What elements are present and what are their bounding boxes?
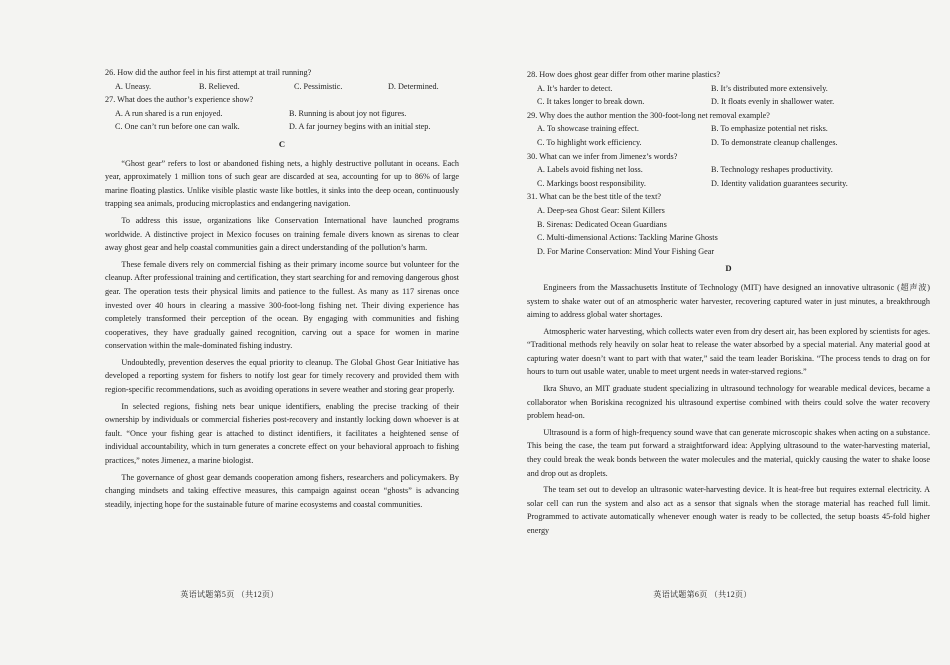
option-d: D. A far journey begins with an initial step.: [289, 122, 431, 132]
passage-paragraph: Atmospheric water harvesting, which collects water even from dry desert air, has been explored by scientists for ages. “Traditional methods rely heavily on solar heat to release the water absorbed by a special material. Any material good at capturing water doesn’t want to part with that water,” said the team leader Boriskina. “The process tends to drag on for hours to turn out usable water, unable to meet urgent needs in water-starved regions.”: [527, 326, 930, 377]
option-c: C. Markings boost responsibility.: [537, 178, 646, 188]
passage-paragraph: Ultrasound is a form of high-frequency sound wave that can generate microscopic shakes when acting on a substance. This being the case, the team put forward a straightforward idea: Applying ultrasound to the water-harvesting material, they could break the weak bonds between the water molecules and the material, quickly causing the water to shake loose and drop out as droplets.: [527, 427, 930, 478]
section-c-title: C: [278, 138, 286, 149]
option-a: A. Uneasy.: [115, 81, 152, 91]
passage-paragraph: These female divers rely on commercial fishing as their primary income source but volunteer for the cleanup. After professional training and certification, they start searching for and removing dangerous ghost gear. The operation tests their physical limits and patience to the fullest. As many as 117 sirenas once invested over 40 hours in clearing a massive 300-foot-long fishing net. Their diving experience has completely transformed their perception of the ocean. By engaging with communities and fishing cooperatives, they have gradually gained recognition, carving out a space for women in marine conservation within the male-dominated fishing industry.: [105, 259, 459, 351]
option-a: A. It’s harder to detect.: [537, 83, 613, 93]
question-27-stem: 27. What does the author’s experience show?: [105, 95, 254, 105]
exam-page-6: [475, 0, 950, 665]
option-d: D. For Marine Conservation: Mind Your Fishing Gear: [537, 246, 715, 256]
question-31: [527, 190, 930, 258]
question-28: [527, 68, 930, 109]
option-d: D. Determined.: [388, 81, 439, 91]
page-footer: 英语试题第6页 （共12页）: [653, 590, 752, 599]
passage-paragraph: The team set out to develop an ultrasonic water-harvesting device. It is heat-free but requires external electricity. A solar cell can run the system and also act as a sensor that signals when the storage material has reached full limit. Programmed to activate automatically whenever enough water is ready to be collected, the setup boasts 45-fold higher energy: [527, 485, 930, 535]
option-d: D. It floats evenly in shallower water.: [711, 97, 835, 107]
option-b: B. Technology reshapes productivity.: [711, 165, 833, 175]
question-28-stem: 28. How does ghost gear differ from other marine plastics?: [527, 70, 721, 79]
passage-paragraph: Ikra Shuvo, an MIT graduate student specializing in ultrasound technology for wearable medical devices, became a collaborator when Boriskina recognized his ultrasound expertise combined with theirs could solve the water recovery problem head-on.: [527, 384, 930, 421]
option-b: B. Sirenas: Dedicated Ocean Guardians: [537, 219, 667, 229]
question-30-stem: 30. What can we infer from Jimenez’s words?: [527, 151, 678, 161]
option-c: C. Multi-dimensional Actions: Tackling Marine Ghosts: [537, 233, 718, 243]
option-b: B. Running is about joy not figures.: [289, 108, 407, 118]
question-27: [105, 93, 459, 134]
passage-paragraph: Undoubtedly, prevention deserves the equal priority to cleanup. The Global Ghost Gear Initiative has developed a reporting system for fishers to notify lost gear for timely recovery and provided them with region-specific recommendations, such as avoiding operations in severe weather and storing gear properly.: [105, 357, 459, 395]
option-c: C. It takes longer to break down.: [537, 97, 645, 107]
question-26-options: [115, 80, 459, 94]
section-d-passage: [527, 281, 930, 538]
option-d: D. Identity validation guarantees security.: [711, 178, 848, 188]
option-c: C. To highlight work efficiency.: [537, 137, 642, 147]
option-b: B. To emphasize potential net risks.: [711, 124, 828, 134]
question-26-stem: 26. How did the author feel in his first attempt at trail running?: [105, 68, 312, 77]
question-28-options: [537, 82, 930, 109]
option-c: C. Pessimistic.: [294, 81, 343, 91]
question-27-options: [115, 107, 459, 134]
question-31-options: [537, 204, 930, 258]
option-a: A. Deep-sea Ghost Gear: Silent Killers: [537, 205, 665, 215]
question-30: [527, 150, 930, 191]
page-footer: 英语试题第5页 （共12页）: [180, 590, 279, 599]
question-29-stem: 29. Why does the author mention the 300-foot-long net removal example?: [527, 110, 770, 120]
question-31-stem: 31. What can be the best title of the text?: [527, 192, 661, 202]
option-b: B. It’s distributed more extensively.: [711, 83, 828, 93]
option-b: B. Relieved.: [199, 81, 240, 91]
option-a: A. Labels avoid fishing net loss.: [537, 165, 643, 175]
option-a: A. To showcase training effect.: [537, 124, 639, 134]
passage-paragraph: Engineers from the Massachusetts Institute of Technology (MIT) have designed an innovative ultrasonic (超声波) system to shake water out of an atmospheric water harvester, recovering captured water in just minutes, a breakthrough aiming to address global water shortages.: [527, 282, 930, 320]
passage-paragraph: To address this issue, organizations like Conservation International have launched programs worldwide. A distinctive project in Mexico focuses on training female divers known as sirenas to clear away ghost gear and help coastal communities gain a direct understanding of the pollution’s harm.: [105, 215, 459, 253]
section-d-title: D: [725, 263, 732, 274]
option-c: C. One can’t run before one can walk.: [115, 122, 240, 132]
option-d: D. To demonstrate cleanup challenges.: [711, 137, 838, 147]
passage-paragraph: “Ghost gear” refers to lost or abandoned fishing nets, a highly destructive pollutant in oceans. Each year, approximately 1 million tons of such gear are discarded at sea, accounting for up to 86% of large marine floating plastics. Unlike visible plastic waste like bottles, it sinks into the deep ocean, continuously trapping sea animals, producing microplastics and endangering navigation.: [105, 158, 459, 209]
section-c-passage: [105, 157, 459, 512]
question-29: [527, 109, 930, 150]
passage-paragraph: The governance of ghost gear demands cooperation among fishers, researchers and policymakers. By changing mindsets and taking effective measures, this campaign against ocean “ghosts” is advancing steadily, injecting hope for the sustainable future of marine ecosystems and coastal communities.: [105, 472, 459, 509]
question-29-options: [537, 122, 930, 149]
question-30-options: [537, 163, 930, 190]
option-a: A. A run shared is a run enjoyed.: [115, 108, 223, 118]
question-26: [105, 66, 459, 93]
passage-paragraph: In selected regions, fishing nets bear unique identifiers, enabling the precise tracking of their ownership by individuals or commercial fisheries post-recovery and instantly locking down whoever is at fault. “Once your fishing gear is attached to distinct identifiers, it facilitates a heightened sense of individual accountability, which in turn generates a concrete effect on your behavioral approach to fishing practices,” notes Jimenez, a marine biologist.: [105, 401, 459, 466]
